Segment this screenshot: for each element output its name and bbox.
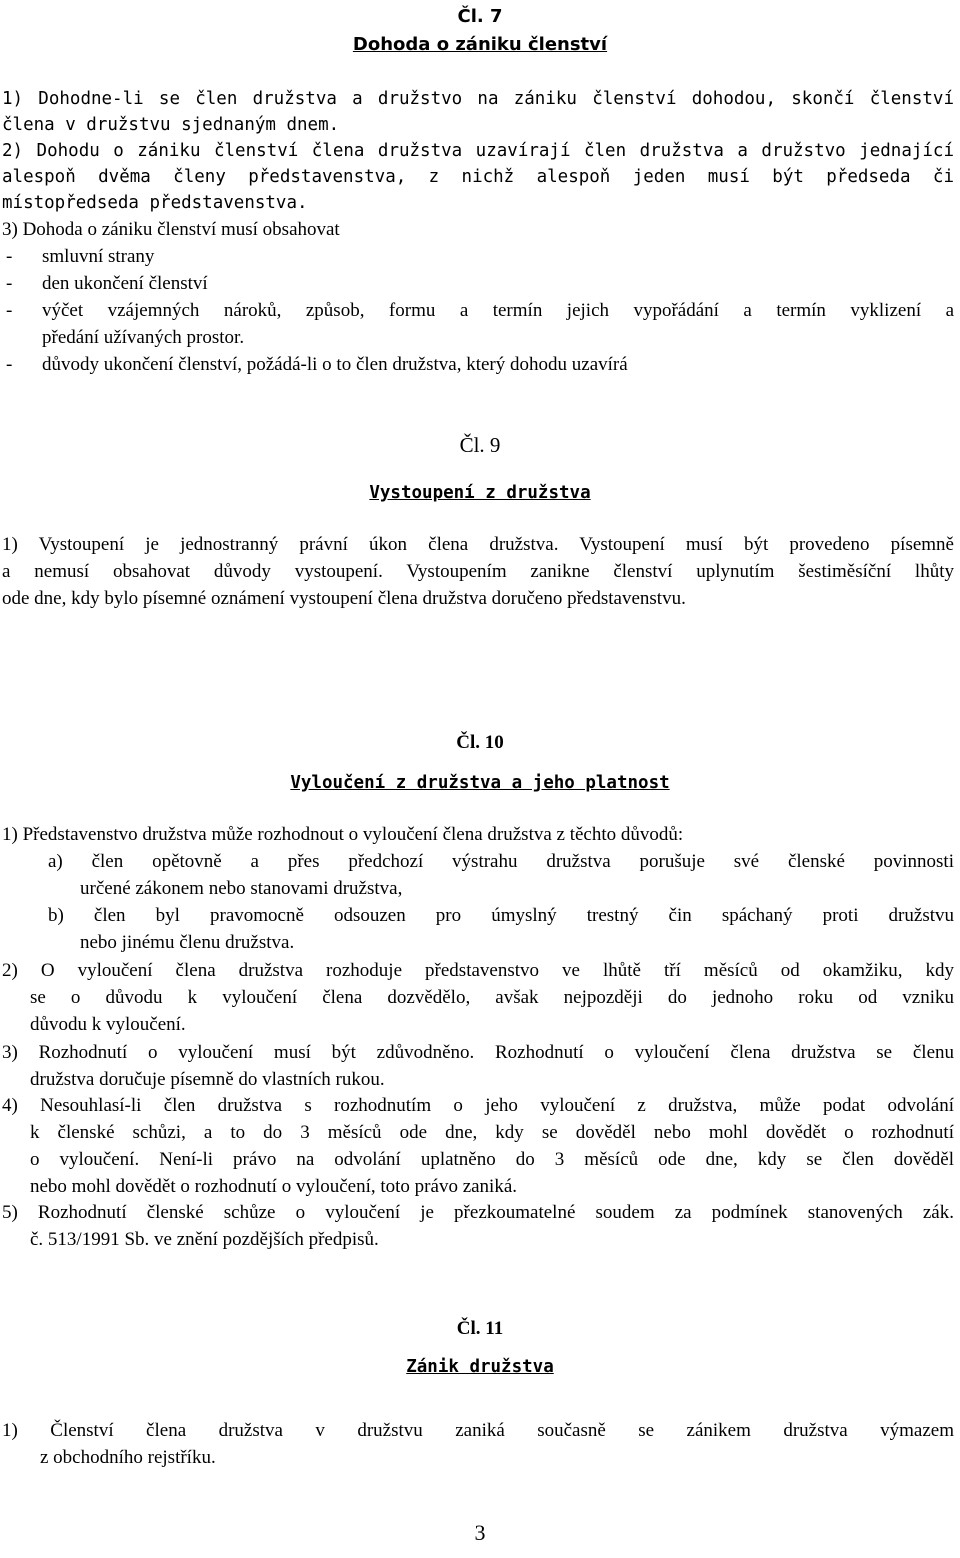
art11-line2: z obchodního rejstříku. bbox=[40, 1447, 216, 1468]
bullet-dash: - bbox=[6, 246, 13, 267]
art10-p5-line2: č. 513/1991 Sb. ve znění pozdějších předpisů. bbox=[30, 1229, 379, 1250]
bullet-dash: - bbox=[6, 273, 13, 294]
art10-p2-line1: 2) O vyloučení člena družstva rozhoduje představenstvo ve lhůtě tří měsíců od okamžiku, kdy bbox=[2, 960, 954, 981]
art9-line1: 1) Vystoupení je jednostranný právní úkon člena družstva. Vystoupení musí být provedeno písemně bbox=[2, 534, 954, 555]
art10-title: Vyloučení z družstva a jeho platnost bbox=[290, 773, 670, 793]
art10-p4-line4: nebo mohl dovědět o rozhodnutí o vyloučení, toto právo zaniká. bbox=[30, 1176, 518, 1197]
art7-p2-line1: 2) Dohodu o zániku členství člena družstva uzavírají člen družstva a družstvo jednající bbox=[2, 141, 954, 161]
bullet-dash: - bbox=[6, 300, 13, 321]
art7-item-1: smluvní strany bbox=[42, 246, 155, 267]
art9-heading: Čl. 9 bbox=[459, 433, 501, 457]
art11-title: Zánik družstva bbox=[406, 1357, 554, 1377]
bullet-dash: - bbox=[6, 354, 13, 375]
art10-b-line1: b) člen byl pravomocně odsouzen pro úmyslný trestný čin spáchaný proti družstvu bbox=[48, 905, 954, 926]
art9-line3: ode dne, kdy bylo písemné oznámení vystoupení člena družstva doručeno představenstvu. bbox=[2, 588, 686, 609]
art7-p1-line2: člena v družstvu sjednaným dnem. bbox=[2, 115, 340, 135]
art7-heading: Čl. 7 bbox=[457, 6, 503, 27]
page-number: 3 bbox=[474, 1520, 486, 1545]
art9-title: Vystoupení z družstva bbox=[369, 483, 591, 503]
art10-p2-line2: se o důvodu k vyloučení člena dozvědělo, avšak nejpozději do jednoho roku od vzniku bbox=[30, 987, 954, 1008]
art7-p1-line1: 1) Dohodne-li se člen družstva a družstvo na zániku členství dohodou, skončí členství bbox=[2, 89, 954, 109]
art7-item-3: výčet vzájemných nároků, způsob, formu a termín jejich vypořádání a termín vyklizení a bbox=[42, 300, 954, 321]
art10-p4-line1: 4) Nesouhlasí-li člen družstva s rozhodnutím o jeho vyloučení z družstva, může podat odvolání bbox=[2, 1095, 954, 1116]
art10-p3-line2: družstva doručuje písemně do vlastních rukou. bbox=[30, 1069, 385, 1090]
art11-line1: 1) Členství člena družstva v družstvu zaniká současně se zánikem družstva výmazem bbox=[2, 1420, 954, 1441]
art7-p3-intro: 3) Dohoda o zániku členství musí obsahovat bbox=[2, 219, 340, 240]
art7-item-3-cont: předání užívaných prostor. bbox=[42, 327, 245, 348]
art7-item-4: důvody ukončení členství, požádá-li o to člen družstva, který dohodu uzavírá bbox=[42, 354, 628, 375]
art10-b-line2: nebo jinému členu družstva. bbox=[80, 932, 295, 953]
art11-heading: Čl. 11 bbox=[456, 1318, 504, 1339]
art7-item-2: den ukončení členství bbox=[42, 273, 208, 294]
art7-p2-line2: alespoň dvěma členy představenstva, z nichž alespoň jeden musí být předseda či bbox=[2, 167, 954, 187]
art10-heading: Čl. 10 bbox=[456, 732, 504, 753]
art10-p4-line2: k členské schůzi, a to do 3 měsíců ode dne, kdy se dověděl nebo mohl dovědět o rozhodnutí bbox=[30, 1122, 954, 1143]
art10-a-line2: určené zákonem nebo stanovami družstva, bbox=[80, 878, 403, 899]
art10-p1: 1) Představenstvo družstva může rozhodnout o vyloučení člena družstva z těchto důvodů: bbox=[2, 824, 684, 845]
art10-p5-line1: 5) Rozhodnutí členské schůze o vyloučení je přezkoumatelné soudem za podmínek stanovených zák. bbox=[2, 1202, 954, 1223]
art10-p3-line1: 3) Rozhodnutí o vyloučení musí být zdůvodněno. Rozhodnutí o vyloučení člena družstva se členu bbox=[2, 1042, 954, 1063]
art9-line2: a nemusí obsahovat důvody vystoupení. Vystoupením zanikne členství uplynutím šestiměsíční lhůty bbox=[2, 561, 954, 582]
art7-p2-line3: místopředseda představenstva. bbox=[2, 193, 308, 213]
art7-title: Dohoda o zániku členství bbox=[352, 34, 608, 55]
art10-p4-line3: o vyloučení. Není-li právo na odvolání uplatněno do 3 měsíců ode dne, kdy se člen dověděl bbox=[30, 1149, 954, 1170]
art10-p2-line3: důvodu k vyloučení. bbox=[30, 1014, 186, 1035]
art10-a-line1: a) člen opětovně a přes předchozí výstrahu družstva porušuje své členské povinnosti bbox=[48, 851, 954, 872]
